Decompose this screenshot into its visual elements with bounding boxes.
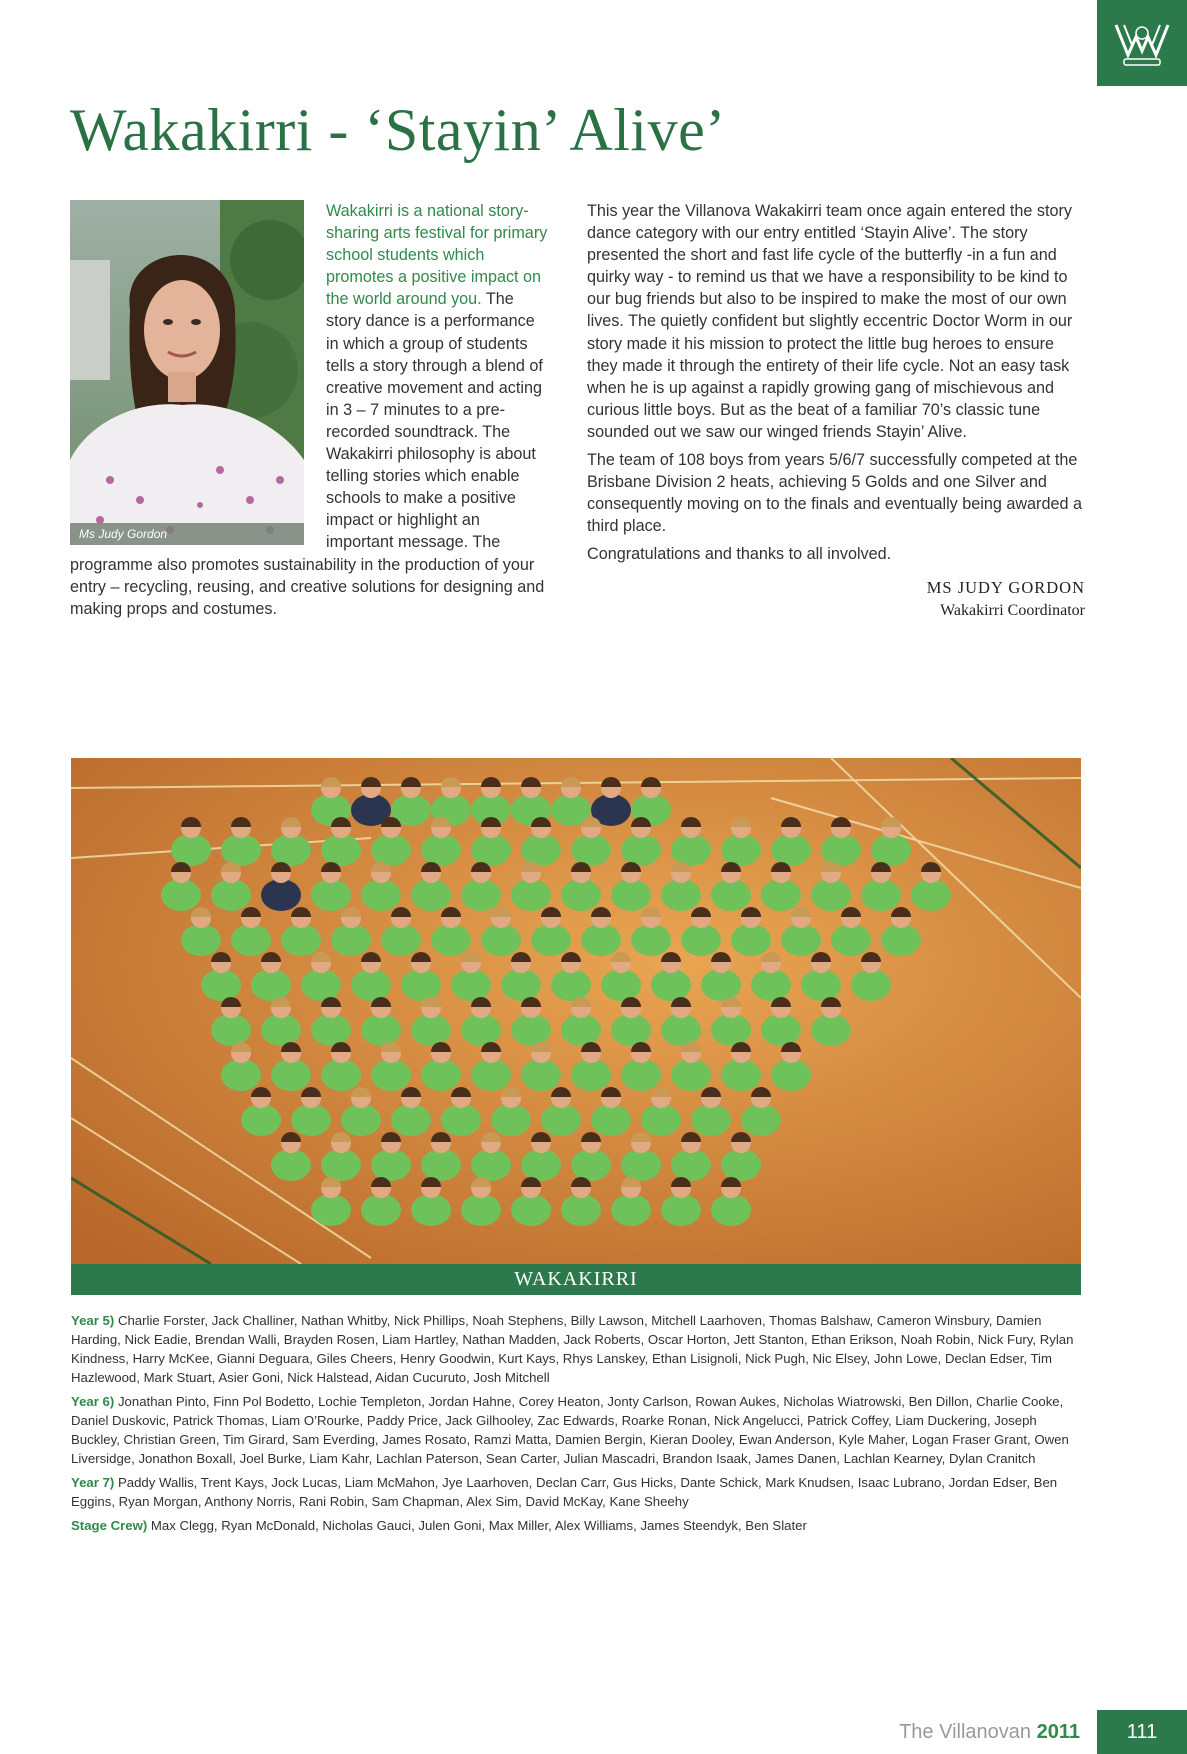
author-signoff xyxy=(587,576,1085,622)
story-paragraph-2: The team of 108 boys from years 5/6/7 successfully competed at the Brisbane Division 2 heats, achieving 5 Golds and one Silver and consequently moving on to the finals and eventually being awarded a third place. xyxy=(587,451,1082,536)
roster-stage-crew xyxy=(71,1516,1081,1535)
footer-publication xyxy=(880,1720,1080,1744)
roster-year6 xyxy=(71,1392,1081,1468)
story-paragraph-1: This year the Villanova Wakakirri team once again entered the story dance category with our entry entitled ‘Stayin Alive’. The story presented the short and fast life cycle of the butterfly -in a fun and quirky way - to remind us that we have a responsibility to be kind to our bug friends but also to be inspired to make the most of our own lives. The quietly confident but slightly eccentric Doctor Worm in our story made it his mission to protect the little bug heroes to ensure they made it through the entirety of their life cycle. Not an easy task when he is up against a rapidly growing gang of mischievous and curious little boys. But as the beat of a familiar 70’s classic tune sounded out we saw our winged friends Stayin’ Alive. xyxy=(587,202,1073,441)
page-number: 111 xyxy=(1097,1710,1187,1754)
school-crest-tab xyxy=(1097,0,1187,86)
portrait-photo xyxy=(70,200,304,545)
photo-banner: WAKAKIRRI xyxy=(71,1264,1081,1295)
stage-crew-names: Max Clegg, Ryan McDonald, Nicholas Gauci, Julen Goni, Max Miller, Alex Williams, James Steendyk, Ben Slater xyxy=(150,1518,807,1533)
roster-year7 xyxy=(71,1473,1081,1511)
year5-label: Year 5) xyxy=(71,1313,115,1328)
story-paragraph-3: Congratulations and thanks to all involved. xyxy=(587,545,892,564)
roster-year5 xyxy=(71,1311,1081,1387)
page-title: Wakakirri - ‘Stayin’ Alive’ xyxy=(70,97,726,163)
footer-publication-name: The Villanovan xyxy=(899,1721,1032,1743)
group-photo-image xyxy=(71,758,1081,1264)
year6-label: Year 6) xyxy=(71,1394,115,1409)
year6-names: Jonathan Pinto, Finn Pol Bodetto, Lochie Templeton, Jordan Hahne, Corey Heaton, Jonty Carlson, Rowan Aukes, Nicholas Wiatrowski, Ben Dillon, Charlie Cooke, Daniel Duskovic, Patrick Thomas, Liam O’Rourke, Paddy Price, Jack Gilhooley, Zac Edwards, Roarke Ronan, Nick Angelucci, Patrick Coffey, Liam Duckering, Joseph Buckley, Christian Green, Tim Girard, Sam Everding, James Rosato, Ramzi Matta, Damien Bergin, Kieran Dooley, Ewan Anderson, Kyle Maher, Logan Fraser Grant, Owen Liversidge, Jonathon Boxall, Joel Burke, Liam Kahr, Lachlan Paterson, Sean Carter, Julian Mascadri, Brandon Isaak, James Danen, Lachlan Kearney, Dylan Cranitch xyxy=(71,1394,1069,1466)
group-photo xyxy=(71,758,1081,1295)
intro-body: The story dance is a performance in which a group of students tells a story through a blend of creative movement and acting in 3 – 7 minutes to a pre-recorded soundtrack. The Wakakirri philosophy is about telling stories which enable schools to make a positive impact or highlight an important message. The programme also promotes sustainability in the production of your entry – recycling, reusing, and creative solutions for designing and making props and costumes. xyxy=(70,290,545,618)
author-name: MS JUDY GORDON xyxy=(926,577,1085,597)
portrait-caption: Ms Judy Gordon xyxy=(70,523,304,545)
year5-names: Charlie Forster, Jack Challiner, Nathan Whitby, Nick Phillips, Noah Stephens, Billy Lawson, Mitchell Laarhoven, Thomas Balshaw, Cameron Winsbury, Damien Harding, Nick Eadie, Brendan Walli, Brayden Rosen, Liam Hartley, Nathan Madden, Jack Roberts, Oscar Horton, Jett Stanton, Ethan Erikson, Noah Robin, Nick Fury, Rylan Kindness, Harry McKee, Gianni Deguara, Giles Cheers, Henry Goodwin, Kurt Kays, Rhys Lanskey, Ethan Lisignoli, Nick Pugh, Nic Elsey, John Lowe, Declan Edser, Tim Hazlewood, Mark Stuart, Asier Goni, Nick Halstead, Aidan Cucuruto, Josh Mitchell xyxy=(71,1313,1074,1385)
school-crest-icon xyxy=(1110,15,1174,71)
story-column xyxy=(587,200,1085,622)
intro-lead: Wakakirri is a national story-sharing arts festival for primary school students which promotes a positive impact on the world around you. xyxy=(326,202,548,309)
author-role: Wakakirri Coordinator xyxy=(940,601,1085,619)
team-roster xyxy=(71,1311,1081,1540)
year7-label: Year 7) xyxy=(71,1475,115,1490)
stage-crew-label: Stage Crew) xyxy=(71,1518,148,1533)
footer-year: 2011 xyxy=(1036,1721,1080,1743)
year7-names: Paddy Wallis, Trent Kays, Jock Lucas, Liam McMahon, Jye Laarhoven, Declan Carr, Gus Hicks, Dante Schick, Mark Knudsen, Isaac Lubrano, Jordan Edser, Ben Eggins, Ryan Morgan, Anthony Norris, Rani Robin, Sam Chapman, Alex Sim, David McKay, Kane Sheehy xyxy=(71,1475,1058,1509)
intro-column xyxy=(70,200,550,620)
